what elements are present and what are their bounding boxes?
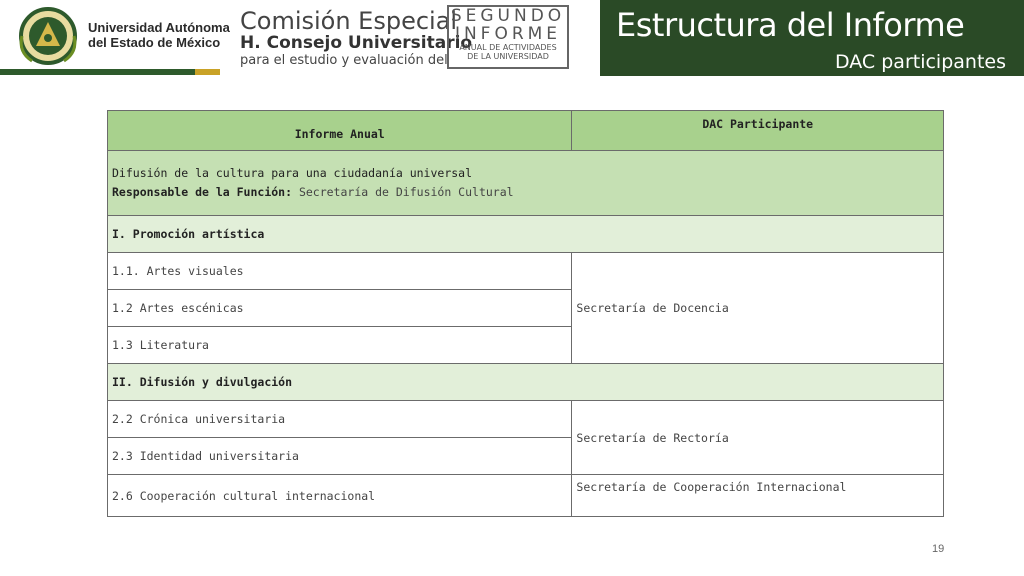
comision-especial-logo [240, 8, 472, 68]
header-dac-participante: DAC Participante [572, 111, 944, 151]
item-1-3: 1.3 Literatura [108, 327, 572, 364]
dac-cell-docencia: Secretaría de Docencia [572, 253, 944, 364]
comision-line1: Comisión Especial [240, 7, 458, 35]
report-table [107, 110, 944, 517]
table-header-row [108, 111, 944, 151]
segundo-informe-logo [447, 5, 569, 69]
informe-line1: SEGUNDO [450, 6, 566, 26]
table-row [108, 253, 944, 290]
item-2-6: 2.6 Cooperación cultural internacional [108, 475, 572, 517]
university-name-line1: Universidad Autónoma [88, 20, 230, 35]
slide-title: Estructura del Informe [616, 6, 965, 44]
uaem-shield-logo [14, 6, 82, 68]
responsable-label: Responsable de la Función: [112, 185, 293, 199]
item-2-2: 2.2 Crónica universitaria [108, 401, 572, 438]
section-row-1 [108, 216, 944, 253]
responsable-value: Secretaría de Difusión Cultural [292, 185, 514, 199]
section-title-2: II. Difusión y divulgación [108, 364, 944, 401]
page-number: 19 [932, 543, 945, 555]
informe-line3: ANUAL DE ACTIVIDADES [459, 43, 557, 52]
function-row [108, 151, 944, 216]
function-cell [108, 151, 944, 216]
dac-cell-cooperacion: Secretaría de Cooperación Internacional [572, 475, 944, 517]
informe-line4: DE LA UNIVERSIDAD [467, 52, 549, 61]
table-row [108, 401, 944, 438]
slide-subtitle: DAC participantes [834, 51, 1006, 73]
section-title-1: I. Promoción artística [108, 216, 944, 253]
informe-line2: INFORME [454, 24, 562, 44]
header-informe-anual: Informe Anual [108, 111, 572, 151]
university-name-line2: del Estado de México [88, 35, 221, 50]
comision-line2: H. Consejo Universitario [240, 33, 473, 53]
item-1-2: 1.2 Artes escénicas [108, 290, 572, 327]
function-title: Difusión de la cultura para una ciudadanía universal [112, 166, 473, 180]
table-row [108, 475, 944, 517]
header-rule [0, 69, 220, 75]
item-2-3: 2.3 Identidad universitaria [108, 438, 572, 475]
section-row-2 [108, 364, 944, 401]
item-1-1: 1.1. Artes visuales [108, 253, 572, 290]
comision-line3: para el estudio y evaluación del [240, 53, 448, 68]
responsable-line [112, 183, 939, 202]
dac-cell-rectoria: Secretaría de Rectoría [572, 401, 944, 475]
university-name [88, 20, 230, 50]
